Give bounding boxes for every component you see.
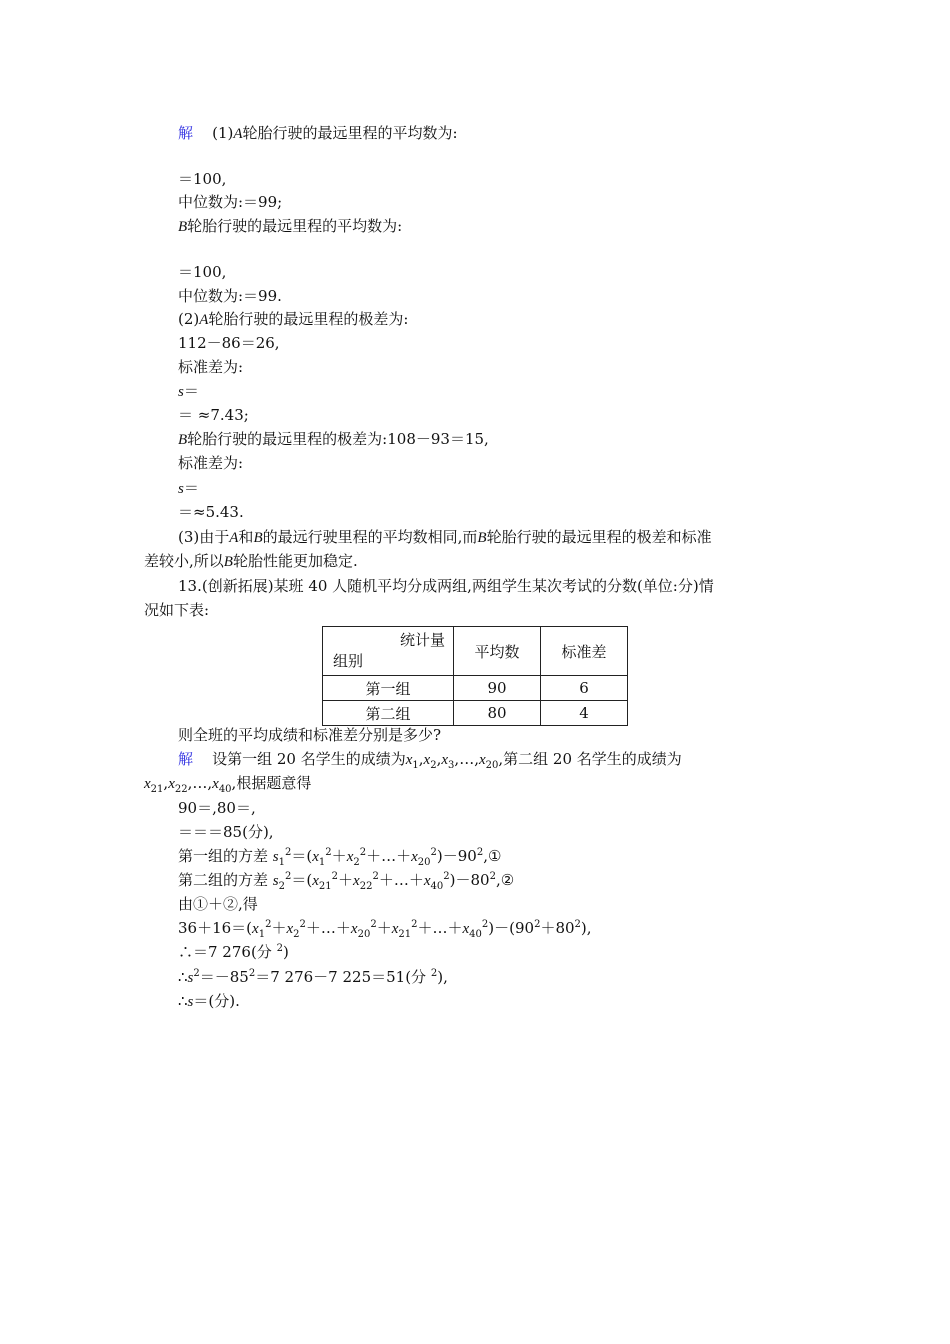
- cell-std: 4: [541, 701, 628, 726]
- solution-2-line-3: 90＝,80＝,: [178, 799, 256, 817]
- header-std: 标准差: [541, 627, 628, 676]
- solution-1-line-2: ＝100,: [178, 170, 227, 188]
- problem-13-line-2: 况如下表:: [144, 601, 210, 619]
- cell-std: 6: [541, 676, 628, 701]
- header-statistic-label: 统计量: [399, 631, 445, 649]
- table-row: [323, 701, 628, 726]
- solution-2-line-10: $\therefore s^2=-85^2=7$ 276－7 225＝51(分 $^2$),: [178, 968, 448, 986]
- cell-group: 第一组: [323, 676, 454, 701]
- solution-1-line-1: 解 (1)A轮胎行驶的最远里程的平均数为:: [178, 124, 458, 142]
- solution-2-line-4: ＝＝＝85(分),: [178, 823, 274, 841]
- problem-13-line-1: 13.(创新拓展)某班 40 人随机平均分成两组,两组学生某次考试的分数(单位:分)情: [178, 577, 714, 595]
- cell-group: 第二组: [323, 701, 454, 726]
- solution-2-line-8: $36+16=(x_1^2+x_2^2+\dots+x_{20}^2+x_{21}^2+\dots+x_{40}^2)-(90^2+80^2)$,: [178, 919, 592, 940]
- solution-2-line-7: 由①＋②,得: [178, 895, 258, 913]
- solution-label: 解: [178, 750, 194, 768]
- header-group-label: 组别: [333, 652, 364, 670]
- solution-1-line-11: ＝ ≈7.43;: [178, 406, 249, 424]
- solution-2-line-6: 第二组的方差 $s_2^2=(x_{21}^2+x_{22}^2+\dots+x_{40}^2)-80^2,②$: [178, 871, 515, 892]
- solution-2-line-11: ∴s＝(分).: [178, 992, 240, 1010]
- header-mean: 平均数: [454, 627, 541, 676]
- solution-1-line-6: 中位数为:＝99.: [178, 287, 282, 305]
- solution-label: 解: [178, 124, 194, 142]
- solution-1-line-5: ＝100,: [178, 263, 227, 281]
- solution-2-line-9: ∴＝7 276(分 $^2$): [178, 943, 289, 961]
- solution-1-line-17: 差较小,所以B轮胎性能更加稳定.: [144, 552, 358, 570]
- statistics-table: [322, 626, 628, 726]
- solution-1-line-12: B轮胎行驶的最远里程的极差为:108－93＝15,: [178, 430, 489, 448]
- solution-2-line-5: 第一组的方差 $s_1^2=(x_1^2+x_2^2+\dots+x_{20}^2)-90^2,①$: [178, 847, 502, 868]
- solution-1-line-13: 标准差为:: [178, 454, 244, 472]
- cell-mean: 90: [454, 676, 541, 701]
- solution-1-line-10: s＝: [178, 382, 199, 400]
- cell-mean: 80: [454, 701, 541, 726]
- solution-1-line-3: 中位数为:＝99;: [178, 193, 283, 211]
- solution-1-line-15: ＝≈5.43.: [178, 503, 244, 521]
- problem-13-question: 则全班的平均成绩和标准差分别是多少?: [178, 726, 442, 744]
- solution-1-line-8: 112－86＝26,: [178, 334, 280, 352]
- table-header-row: [323, 627, 628, 676]
- solution-2-line-1: 解 设第一组 20 名学生的成绩为$x_1,x_2,x_3,\dots,x_{20}$,第二组 20 名学生的成绩为: [178, 750, 682, 771]
- diagonal-header-cell: [323, 627, 454, 676]
- solution-1-line-7: (2)A轮胎行驶的最远里程的极差为:: [178, 310, 409, 328]
- solution-1-line-4: B轮胎行驶的最远里程的平均数为:: [178, 217, 403, 235]
- table-row: [323, 676, 628, 701]
- solution-1-line-9: 标准差为:: [178, 358, 244, 376]
- solution-2-line-2: $x_{21},x_{22},\dots,x_{40}$,根据题意得: [144, 774, 312, 795]
- solution-1-line-16: (3)由于A和B的最远行驶里程的平均数相同,而B轮胎行驶的最远里程的极差和标准: [178, 528, 712, 546]
- solution-1-line-14: s＝: [178, 479, 199, 497]
